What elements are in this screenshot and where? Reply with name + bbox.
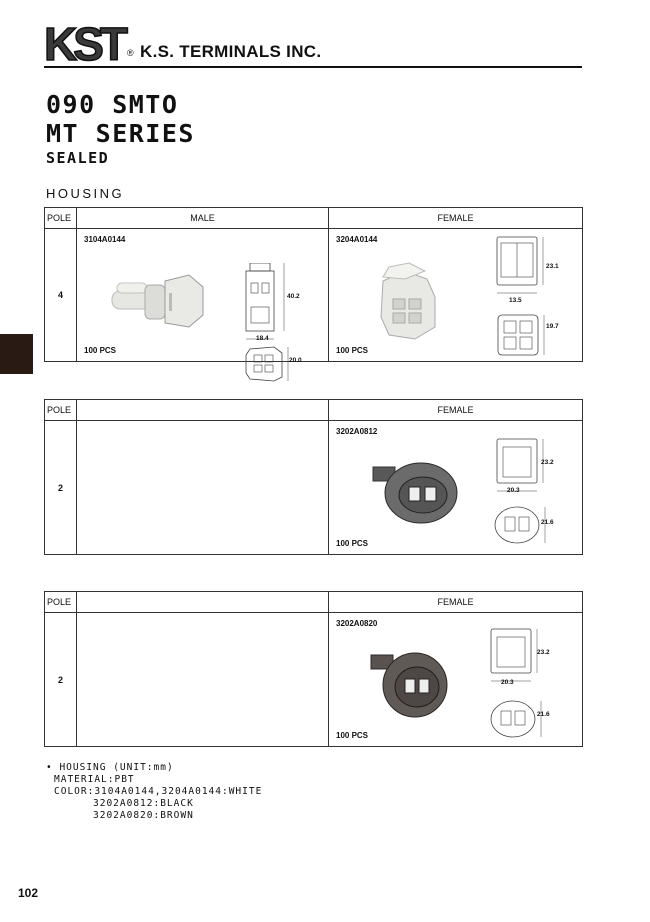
section-heading: HOUSING (46, 186, 125, 201)
title-line-3: SEALED (46, 149, 110, 167)
registered-mark: ® (127, 48, 134, 58)
pole-count: 4 (45, 229, 77, 362)
housing-table-2pole-black (44, 399, 583, 555)
housing-table-4pole (44, 207, 583, 362)
dim-height: 23.2 (537, 649, 550, 656)
kst-logo (44, 22, 130, 64)
female-front-drawing (491, 437, 571, 499)
female-front-drawing (491, 235, 571, 301)
dim-width: 20.3 (507, 487, 520, 494)
male-header: MALE (77, 208, 329, 229)
title-line-2: MT SERIES (46, 119, 195, 148)
dim-width: 20.3 (501, 679, 514, 686)
part-number: 3204A0144 (336, 235, 378, 244)
side-tab (0, 334, 33, 374)
housing-table-2pole-brown (44, 591, 583, 747)
page-number: 102 (18, 886, 39, 900)
housing-notes (46, 762, 262, 822)
empty-cell (77, 421, 329, 555)
quantity: 100 PCS (84, 346, 117, 355)
dim-depth: 21.6 (537, 711, 550, 718)
male-front-drawing (240, 263, 320, 351)
empty-header (77, 400, 329, 421)
empty-header (77, 592, 329, 613)
pole-count: 2 (45, 421, 77, 555)
note-line: • HOUSING (UNIT:mm) (46, 762, 174, 773)
female-front-drawing (485, 627, 565, 689)
dim-depth: 20.0 (289, 357, 302, 364)
dim-width: 13.5 (509, 297, 522, 304)
female-cell (329, 421, 583, 555)
note-line: MATERIAL:PBT (54, 774, 135, 785)
female-cell (329, 229, 583, 362)
female-end-drawing (489, 503, 569, 549)
male-end-drawing (244, 345, 294, 383)
dim-height: 23.2 (541, 459, 554, 466)
female-housing-photo (367, 643, 457, 723)
empty-cell (77, 613, 329, 747)
female-housing-photo (369, 257, 449, 347)
quantity: 100 PCS (336, 346, 369, 355)
female-housing-photo (367, 453, 467, 527)
female-cell (329, 613, 583, 747)
female-end-drawing (485, 697, 565, 743)
female-header: FEMALE (329, 400, 583, 421)
note-line: COLOR:3104A0144,3204A0144:WHITE (54, 786, 263, 797)
female-header: FEMALE (329, 592, 583, 613)
quantity: 100 PCS (336, 539, 369, 548)
note-line: 3202A0820:BROWN (93, 810, 194, 821)
pole-count: 2 (45, 613, 77, 747)
quantity: 100 PCS (336, 731, 369, 740)
dim-depth: 21.6 (541, 519, 554, 526)
male-cell (77, 229, 329, 362)
dim-height: 40.2 (287, 293, 300, 300)
logo-text: KST (44, 22, 124, 64)
pole-header: POLE (45, 400, 77, 421)
part-number: 3104A0144 (84, 235, 126, 244)
pole-header: POLE (45, 592, 77, 613)
note-line: 3202A0812:BLACK (93, 798, 194, 809)
pole-header: POLE (45, 208, 77, 229)
part-number: 3202A0820 (336, 619, 378, 628)
male-housing-photo (107, 263, 207, 333)
dim-depth: 19.7 (546, 323, 559, 330)
female-header: FEMALE (329, 208, 583, 229)
title-line-1: 090 SMTO (46, 90, 179, 119)
header-rule (44, 66, 582, 68)
dim-height: 23.1 (546, 263, 559, 270)
dim-width: 18.4 (256, 335, 269, 342)
part-number: 3202A0812 (336, 427, 378, 436)
female-end-drawing (492, 313, 572, 359)
company-name: K.S. TERMINALS INC. (140, 42, 322, 61)
